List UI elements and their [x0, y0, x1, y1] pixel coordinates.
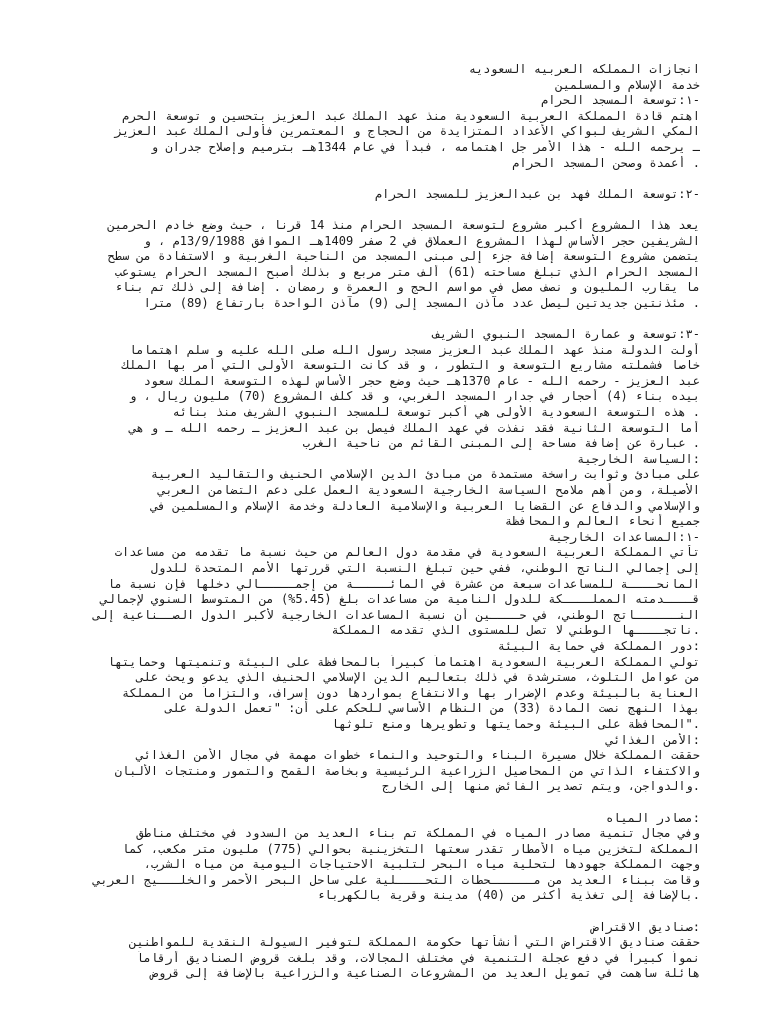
text-line: .ناتجــــها الوطني لا تصل للمستوى الذي تقدمه المملكة [331, 623, 700, 638]
text-line: المملكة لتخزين مياه الأمطار تقدر سعتها التخزينية بحوالي (775) مليون متر مكعب، كما [122, 841, 700, 856]
text-line: يتضمن مشروع التوسعة إضافة جزء إلى مبنى المسجد من الناحية الغربية و الاستفادة من سطح [107, 249, 700, 264]
text-line: .والدواجن، ويتم تصدير الفائض منها إلى الخارج [382, 779, 700, 794]
blank-line [60, 202, 700, 218]
text-line: :دور المملكة في حماية البيئة [497, 638, 700, 653]
text-line: جميع أنحاء العالم والمحافظة [504, 514, 700, 529]
text-line: النــــــاتج الوطني، في حــــين أن نسبة المساعدات الخارجية لأكبر الدول الصــناعية إلى [93, 607, 700, 622]
text-line: بهذا النهج نصت المادة (33) من النظام الأساسي للحكم على أن: "تعمل الدولة على [165, 701, 700, 716]
text-line: والإسلامي والدفاع عن القضايا العربية والإسلامية العادلة وخدمة الإسلام والمسلمين في [150, 498, 700, 513]
text-line: حققت المملكة خلال مسيرة البناء والتوحيد والنماء خطوات مهمة في مجال الأمن الغذائي [136, 748, 700, 763]
text-line: أولت الدولة منذ عهد الملك عبد العزيز مسجد رسول الله صلى الله عليه و سلم اهتماما [129, 342, 700, 357]
text-line: قــــدمته المملــــكة للدول النامية من مساعدات بلغ (5.45%) من المتوسط السنوي لإجمالي [100, 592, 700, 607]
text-line: . عبارة عن إضافة مساحة إلى المبنى القائم من ناحية الغرب [302, 436, 700, 451]
text-line: العناية بالبيئة وعدم الإضرار بها والانتفاع بمواردها دون إسراف، والتزاماً من المملكة [122, 685, 700, 700]
text-line: نمواً كبيراً في دفع عجلة التنمية في مختلف المجالات، وقد بلغت قروض الصناديق أرقاماً [136, 950, 700, 965]
text-line: ."المحافظة على البيئة وحمايتها وتطويرها ومنع تلوثها [331, 716, 700, 731]
text-line: الأصيلة، ومن أهم ملامح السياسة الخارجية السعودية العمل على دعم التضامن العربي [158, 483, 700, 498]
blank-line [60, 795, 700, 811]
text-line: . هذه التوسعة السعودية الأولى هي أكبر توسعة للمسجد النبوي الشريف منذ بنائه [172, 405, 700, 420]
text-line: ما يقارب المليون و نصف مصل في مواسم الحج و العمرة و رمضان . إضافة إلى ذلك تم بناء [114, 280, 700, 295]
text-line: اهتم قادة المملكة العربية السعودية منذ عهد الملك عبد العزيز بتحسين و توسعة الحرم [122, 108, 700, 123]
text-line: وجهت المملكة جهودها لتحلية مياه البحر لتلبية الاحتياجات اليومية من مياه الشرب، [143, 857, 700, 872]
text-line: إلى إجمالي الناتج الوطني، ففي حين تبلغ النسبة التي قررتها الأمم المتحدة للدول [150, 561, 700, 575]
text-line: حققت صناديق الاقتراض التي أنشأتها حكومة المملكة لتوفير السيولة النقدية للمواطنين [129, 935, 700, 950]
text-line: تولي المملكة العربية السعودية اهتماماً كبيراً بالمحافظة على البيئة وتنميتها وحمايتها [107, 654, 700, 669]
text-line: -٣:توسعة و عمارة المسجد النبوي الشريف [432, 327, 700, 342]
text-line: -٢:توسعة الملك فهد بن عبدالعزيز للمسجد الحرام [374, 186, 700, 201]
text-line: خدمة الإسلام والمسلمين [555, 77, 700, 92]
text-line: ـ يرحمه الله - هذا الأمر جل اهتمامه ، فبدأ في عام 1344هـ بترميم وإصلاح جدران و [150, 139, 700, 154]
blank-line [60, 312, 700, 328]
text-line: :السياسة الخارجية [577, 451, 700, 466]
text-line: وفي مجال تنمية مصادر المياه في المملكة تم بناء العديد من السدود في مختلف مناطق [136, 826, 700, 841]
text-line: هائلة ساهمت في تمويل العديد من المشروعات الصناعية والزراعية بالإضافة إلى قروض [150, 966, 700, 981]
text-line: أما التوسعة الثانية فقد نفذت في عهد الملك فيصل بن عبد العزيز ـ رحمه الله ـ و هي [129, 420, 700, 435]
text-line: :الأمن الغذائي [606, 732, 700, 747]
text-line: وقامت ببناء العديد من مــــــحطات التحــــلية على ساحل البحر الأحمر والخلـــيج العربي [93, 872, 700, 887]
text-line: بيده بناء (4) أحجار في جدار المسجد الغربي، و قد كلف المشروع (70) مليون ريال ، و [129, 389, 700, 404]
text-line: على مبادئ وثوابت راسخة مستمدة من مبادئ الدين الإسلامي الحنيف والتقاليد العربية [150, 467, 700, 482]
text-line: عبد العزيز - رحمه الله - عام 1370هـ حيث وضع حجر الأساس لهذه التوسعة الملك سعود [143, 373, 700, 388]
text-line: والاكتفاء الذاتي من المحاصيل الزراعية الرئيسية وبخاصة القمح والتمور ومنتجات الألبان [114, 763, 700, 778]
text-line: .بالإضافة إلى تغذية أكثر من (40) مدينة وقرية بالكهرباء [317, 888, 700, 903]
text-line: . مئذنتين جديدتين ليصل عدد مآذن المسجد إلى (9) مآذن الواحدة بارتفاع (89) مترا [143, 295, 700, 310]
text-line: المسجد الحرام الذي تبلغ مساحته (61) ألف متر مربع و بذلك أصبح المسجد الحرام يستوعب [114, 264, 700, 279]
text-line: . أعمدة وصحن المسجد الحرام [512, 155, 700, 170]
text-line: -١:توسعة المسجد الحرام [541, 93, 700, 108]
text-line: من عوامل التلوث، مسترشدة في ذلك بتعاليم الدين الإسلامي الحنيف الذي يدعو ويحث على [136, 670, 700, 685]
blank-line [60, 171, 700, 187]
text-line: -١:المساعدات الخارجية [548, 529, 700, 544]
document-page [60, 62, 700, 982]
text-line: المانحــــة للمساعدات سبعة من عشرة في المائـــــة من إجمـــــالي دخلها فإن نسبة ما [107, 576, 700, 591]
text-line: المكي الشريف لبواكي الأعداد المتزايدة من الحجاج و المعتمرين فأولى الملك عبد العزيز [114, 124, 700, 139]
text-line: الشريفين حجر الأساس لهذا المشروع العملاق في 2 صفر 1409هـ الموافق 13/9/1988م ، و [143, 233, 700, 248]
text-line: تأتي المملكة العربية السعودية في مقدمة دول العالم من حيث نسبة ما تقدمه من مساعدات [114, 545, 700, 560]
blank-line [60, 904, 700, 920]
text-line: خاصا فشملته مشاريع التوسعة و التطور ، و قد كانت التوسعة الأولى التي أمر بها الملك [122, 358, 700, 373]
text-line: انجازات المملكه العربيه السعوديه [468, 62, 700, 76]
text-line: يعد هذا المشروع أكبر مشروع لتوسعة المسجد الحرام منذ 14 قرنا ، حيث وضع خادم الحرمين [107, 217, 700, 232]
text-line: :مصادر المياه [606, 810, 700, 825]
text-line: :صناديق الاقتراض [591, 919, 700, 934]
